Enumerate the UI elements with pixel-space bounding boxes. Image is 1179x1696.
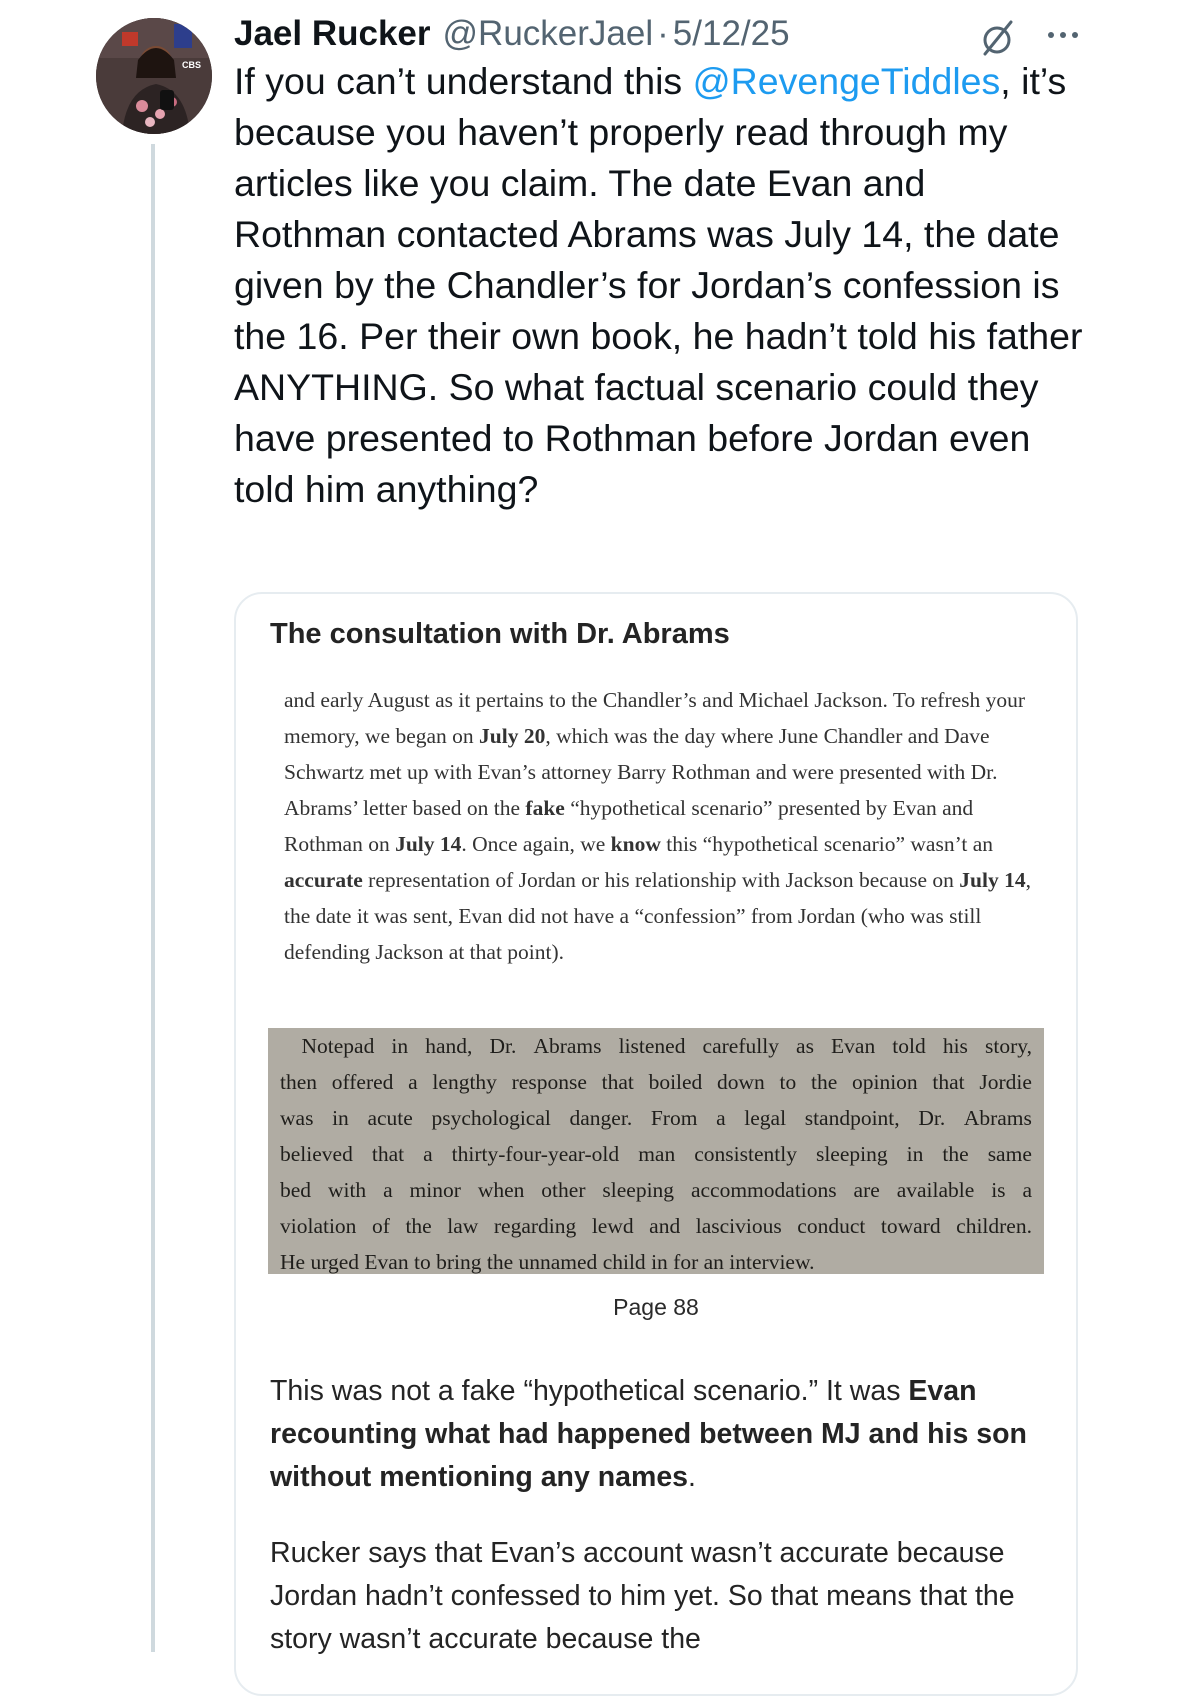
scan-word: minor — [409, 1178, 461, 1202]
scan-text-line — [280, 1244, 1032, 1274]
excerpt-bold-run: accurate — [284, 868, 363, 892]
scan-word: that — [371, 1142, 405, 1166]
scan-word: a — [423, 1142, 433, 1166]
scan-word: sleeping — [815, 1142, 888, 1166]
scan-word: an — [703, 1250, 730, 1274]
scan-word: psychological — [431, 1106, 551, 1130]
scan-word: thirty-four-year-old — [451, 1142, 620, 1166]
tweet-text-part2: , it’s because you haven’t properly read through my articles like you claim. The date Evan and Rothman contacted Abrams was July 14, the date given by the Chandler’s for Jordan’s confession is the 16. Per their own book, he hadn’t told his father ANYTHING. So what factual scenario could they have presented to Rothman before Jordan even told him anything? — [234, 60, 1083, 510]
scan-word: are — [853, 1178, 880, 1202]
scan-word: Dr. — [918, 1106, 946, 1130]
scan-word: Evan — [364, 1250, 414, 1274]
scan-word: available — [896, 1178, 975, 1202]
scan-word: Notepad — [280, 1034, 375, 1058]
scan-word: Evan — [831, 1034, 876, 1058]
scan-word: accommodations — [690, 1178, 837, 1202]
scan-word: acute — [367, 1106, 413, 1130]
scan-word: his — [942, 1034, 968, 1058]
scan-word: the — [486, 1250, 519, 1274]
excerpt-bold-run: July 14 — [959, 868, 1026, 892]
scan-word: told — [892, 1034, 926, 1058]
scan-word: sleeping — [602, 1178, 675, 1202]
quoted-article-excerpt — [284, 682, 1044, 970]
scan-word: believed — [280, 1142, 353, 1166]
scan-word: interview. — [729, 1250, 815, 1274]
scan-word: other — [541, 1178, 586, 1202]
scan-word: standpoint, — [804, 1106, 900, 1130]
scan-word: lengthy — [432, 1070, 497, 1094]
scan-word: then — [280, 1070, 318, 1094]
author-handle[interactable]: @RuckerJael — [442, 14, 654, 53]
excerpt-text-run: , which was the day where June Chandler and Dave Schwartz met up with Evan’s attorney Barry Rothman and were presented with Dr. Abrams’ letter based on the — [284, 724, 998, 820]
card-paragraph-2: Rucker says that Evan’s account wasn’t accurate because Jordan hadn’t confessed to him yet. So that means that the story wasn’t accurate because the — [270, 1537, 1015, 1655]
scan-word: in — [332, 1106, 349, 1130]
scan-word: as — [796, 1034, 814, 1058]
card-paragraph-1 — [270, 1370, 1040, 1499]
thread-connector-line — [151, 144, 155, 1652]
scan-word: to — [779, 1070, 797, 1094]
scan-word: boiled — [648, 1070, 703, 1094]
scan-text-line — [280, 1028, 1032, 1064]
scan-text-line — [280, 1064, 1032, 1100]
scan-word: lewd — [591, 1214, 634, 1238]
scan-word: and — [649, 1214, 681, 1238]
scan-word: the — [810, 1070, 838, 1094]
scan-word: in — [391, 1034, 409, 1058]
scan-word: when — [477, 1178, 525, 1202]
scan-word: down — [717, 1070, 765, 1094]
excerpt-text-run: , the date it was sent, Evan did not have a “confession” from Jordan (who was still defending Jackson at that point). — [284, 868, 1031, 964]
excerpt-text-run: and early August as it pertains to the Chandler’s and Michael Jackson. To refresh your memory, we began on — [284, 688, 1026, 748]
scan-word: the — [405, 1214, 432, 1238]
scan-word: Dr. — [489, 1034, 517, 1058]
scan-text-line — [280, 1100, 1032, 1136]
scan-text-line — [280, 1136, 1032, 1172]
excerpt-bold-run: July 20 — [479, 724, 546, 748]
scan-word: of — [371, 1214, 390, 1238]
excerpt-text-run: “hypothetical scenario” presented by Evan and Rothman on — [284, 796, 974, 856]
paragraph-1-bold: Evan recounting what had happened between MJ and his son without mentioning any names — [270, 1375, 1027, 1493]
mention-link[interactable]: @RevengeTiddles — [692, 60, 1001, 102]
excerpt-text-run: representation of Jordan or his relationship with Jackson because on — [362, 868, 960, 892]
card-heading: The consultation with Dr. Abrams — [270, 618, 730, 650]
scan-word: Jordie — [979, 1070, 1032, 1094]
scan-word: offered — [331, 1070, 394, 1094]
scan-word: bed — [280, 1178, 312, 1202]
scan-word: a — [408, 1070, 418, 1094]
scan-word: regarding — [493, 1214, 577, 1238]
slashed-circle-icon[interactable] — [977, 18, 1017, 58]
scan-word: Abrams — [533, 1034, 602, 1058]
avatar-badge-text: CBS — [182, 60, 202, 70]
scan-word: carefully — [702, 1034, 779, 1058]
scan-word: with — [327, 1178, 367, 1202]
more-dots-icon[interactable] — [1046, 28, 1080, 42]
scan-word: opinion — [851, 1070, 918, 1094]
scan-text-line — [280, 1172, 1032, 1208]
scan-word: same — [987, 1142, 1032, 1166]
scan-word: for — [673, 1250, 704, 1274]
scan-word: hand, — [425, 1034, 473, 1058]
scan-word: urged — [310, 1250, 365, 1274]
header-separator: · — [657, 14, 669, 53]
scan-word: is — [991, 1178, 1006, 1202]
scan-text-line — [280, 1208, 1032, 1244]
paragraph-1-end: . — [688, 1461, 696, 1493]
scan-word: From — [650, 1106, 698, 1130]
scan-word: violation — [280, 1214, 357, 1238]
scan-word: danger. — [569, 1106, 633, 1130]
avatar-photo — [96, 18, 212, 134]
tweet-body — [234, 56, 1084, 515]
book-page-scan — [268, 1028, 1044, 1274]
scan-word: to — [413, 1250, 437, 1274]
excerpt-bold-run: know — [610, 832, 661, 856]
author-avatar[interactable] — [96, 18, 212, 134]
scan-word: Abrams — [963, 1106, 1032, 1130]
excerpt-text-run: . Once again, we — [461, 832, 611, 856]
tweet-text-part1: If you can’t understand this — [234, 60, 693, 102]
scan-word: legal — [744, 1106, 787, 1130]
scan-word: a — [716, 1106, 726, 1130]
scan-word: law — [447, 1214, 479, 1238]
scan-word: a — [383, 1178, 393, 1202]
attached-article-card[interactable] — [234, 592, 1078, 1696]
scan-word: in — [651, 1250, 674, 1274]
excerpt-bold-run: fake — [525, 796, 565, 820]
scan-word: the — [942, 1142, 969, 1166]
scan-word: a — [1022, 1178, 1032, 1202]
scan-word: story, — [985, 1034, 1032, 1058]
tweet-date[interactable]: 5/12/25 — [672, 14, 790, 53]
scan-word: lascivious — [695, 1214, 782, 1238]
excerpt-bold-run: July 14 — [395, 832, 462, 856]
scan-word: conduct — [797, 1214, 866, 1238]
scan-word: child — [602, 1250, 652, 1274]
scan-word: bring — [436, 1250, 487, 1274]
scan-word: children. — [956, 1214, 1032, 1238]
page-number-caption: Page 88 — [613, 1294, 699, 1320]
scan-word: consistently — [694, 1142, 797, 1166]
excerpt-text-run: this “hypothetical scenario” wasn’t an — [660, 832, 994, 856]
scan-word: listened — [618, 1034, 686, 1058]
scan-word: was — [280, 1106, 314, 1130]
scan-word: in — [906, 1142, 924, 1166]
scan-word: toward — [880, 1214, 941, 1238]
scan-word: man — [638, 1142, 676, 1166]
scan-word: He — [280, 1250, 311, 1274]
paragraph-1-text: This was not a fake “hypothetical scenario.” It was — [270, 1375, 909, 1407]
scan-word: unnamed — [518, 1250, 603, 1274]
scan-word: that — [601, 1070, 634, 1094]
author-name[interactable]: Jael Rucker — [234, 14, 431, 53]
scan-word: response — [511, 1070, 587, 1094]
scan-word: that — [932, 1070, 965, 1094]
